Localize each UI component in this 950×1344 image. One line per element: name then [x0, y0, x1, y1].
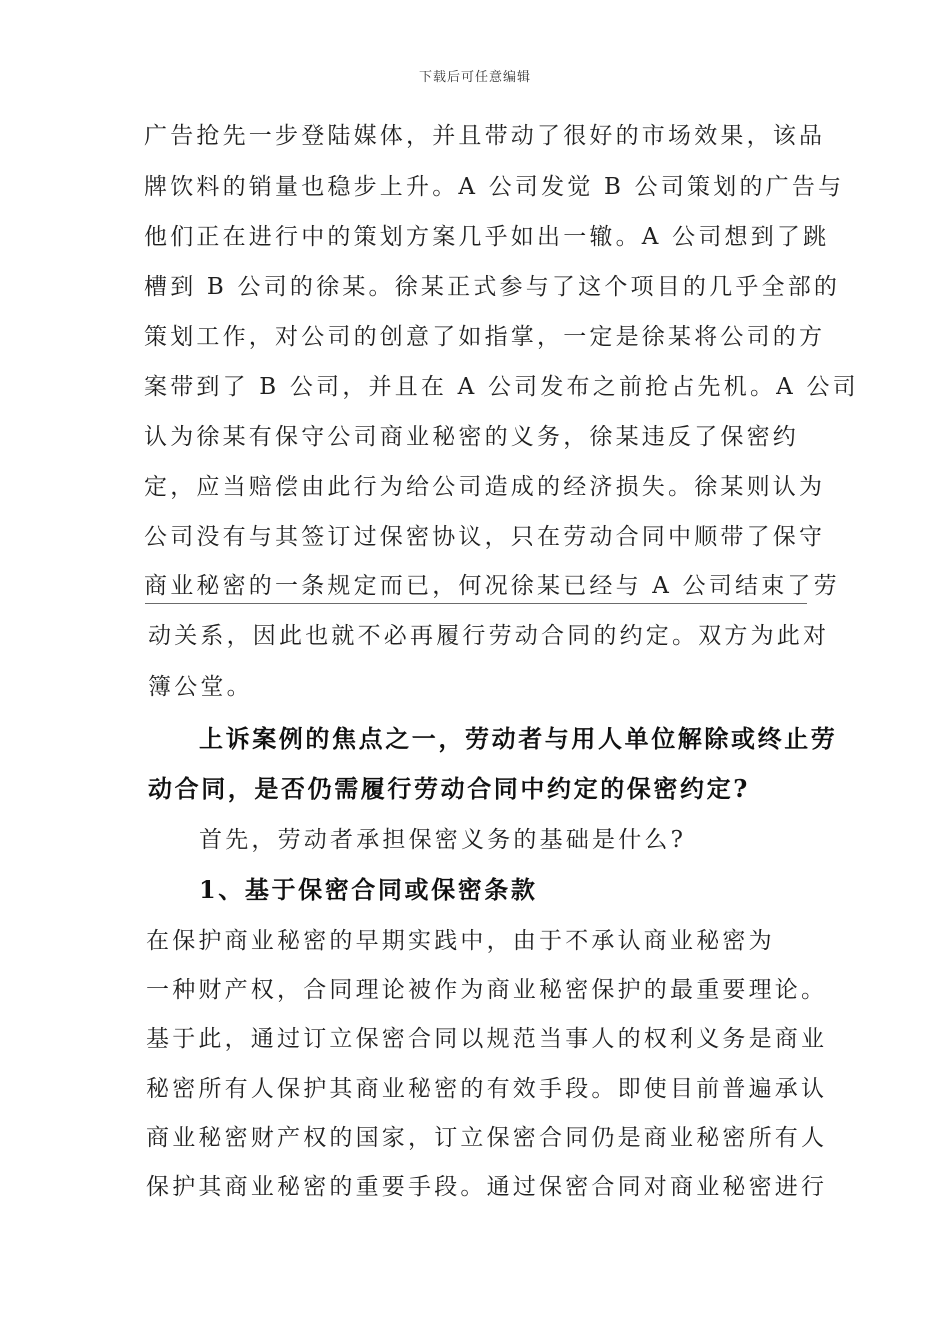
divider-line — [145, 603, 807, 604]
text-line: 槽到 B 公司的徐某。徐某正式参与了这个项目的几乎全部的 — [144, 274, 841, 300]
text-line: 保护其商业秘密的重要手段。通过保密合同对商业秘密进行 — [146, 1174, 828, 1200]
text-line: 基于此，通过订立保密合同以规范当事人的权利义务是商业 — [146, 1026, 828, 1052]
bold-question-line: 动合同，是否仍需履行劳动合同中约定的保密约定? — [148, 774, 750, 803]
text-line: 他们正在进行中的策划方案几乎如出一辙。A 公司想到了跳 — [144, 224, 830, 250]
text-line: 在保护商业秘密的早期实践中，由于不承认商业秘密为 — [146, 928, 775, 954]
text-line: 商业秘密的一条规定而已，何况徐某已经与 A 公司结束了劳 — [144, 573, 840, 599]
text-line: 簿公堂。 — [148, 674, 253, 700]
section-heading: 1、基于保密合同或保密条款 — [199, 875, 538, 904]
page-header: 下载后可任意编辑 — [418, 70, 531, 85]
text-line: 牌饮料的销量也稳步上升。A 公司发觉 B 公司策划的广告与 — [144, 174, 845, 200]
bold-question-line: 上诉案例的焦点之一，劳动者与用人单位解除或终止劳 — [199, 724, 838, 753]
text-line: 策划工作，对公司的创意了如指掌，一定是徐某将公司的方 — [144, 324, 826, 350]
text-line: 首先，劳动者承担保密义务的基础是什么? — [199, 827, 687, 853]
text-line: 案带到了 B 公司，并且在 A 公司发布之前抢占先机。A 公司 — [144, 374, 859, 400]
text-line: 商业秘密财产权的国家，订立保密合同仍是商业秘密所有人 — [146, 1125, 828, 1151]
text-line: 定，应当赔偿由此行为给公司造成的经济损失。徐某则认为 — [144, 474, 826, 500]
text-line: 认为徐某有保守公司商业秘密的义务，徐某违反了保密约 — [144, 424, 799, 450]
text-line: 广告抢先一步登陆媒体，并且带动了很好的市场效果，该品 — [144, 123, 826, 149]
text-line: 动关系，因此也就不必再履行劳动合同的约定。双方为此对 — [148, 623, 830, 649]
text-line: 一种财产权，合同理论被作为商业秘密保护的最重要理论。 — [146, 977, 828, 1003]
text-line: 公司没有与其签订过保密协议，只在劳动合同中顺带了保守 — [144, 524, 826, 550]
text-line: 秘密所有人保护其商业秘密的有效手段。即使目前普遍承认 — [146, 1076, 828, 1102]
